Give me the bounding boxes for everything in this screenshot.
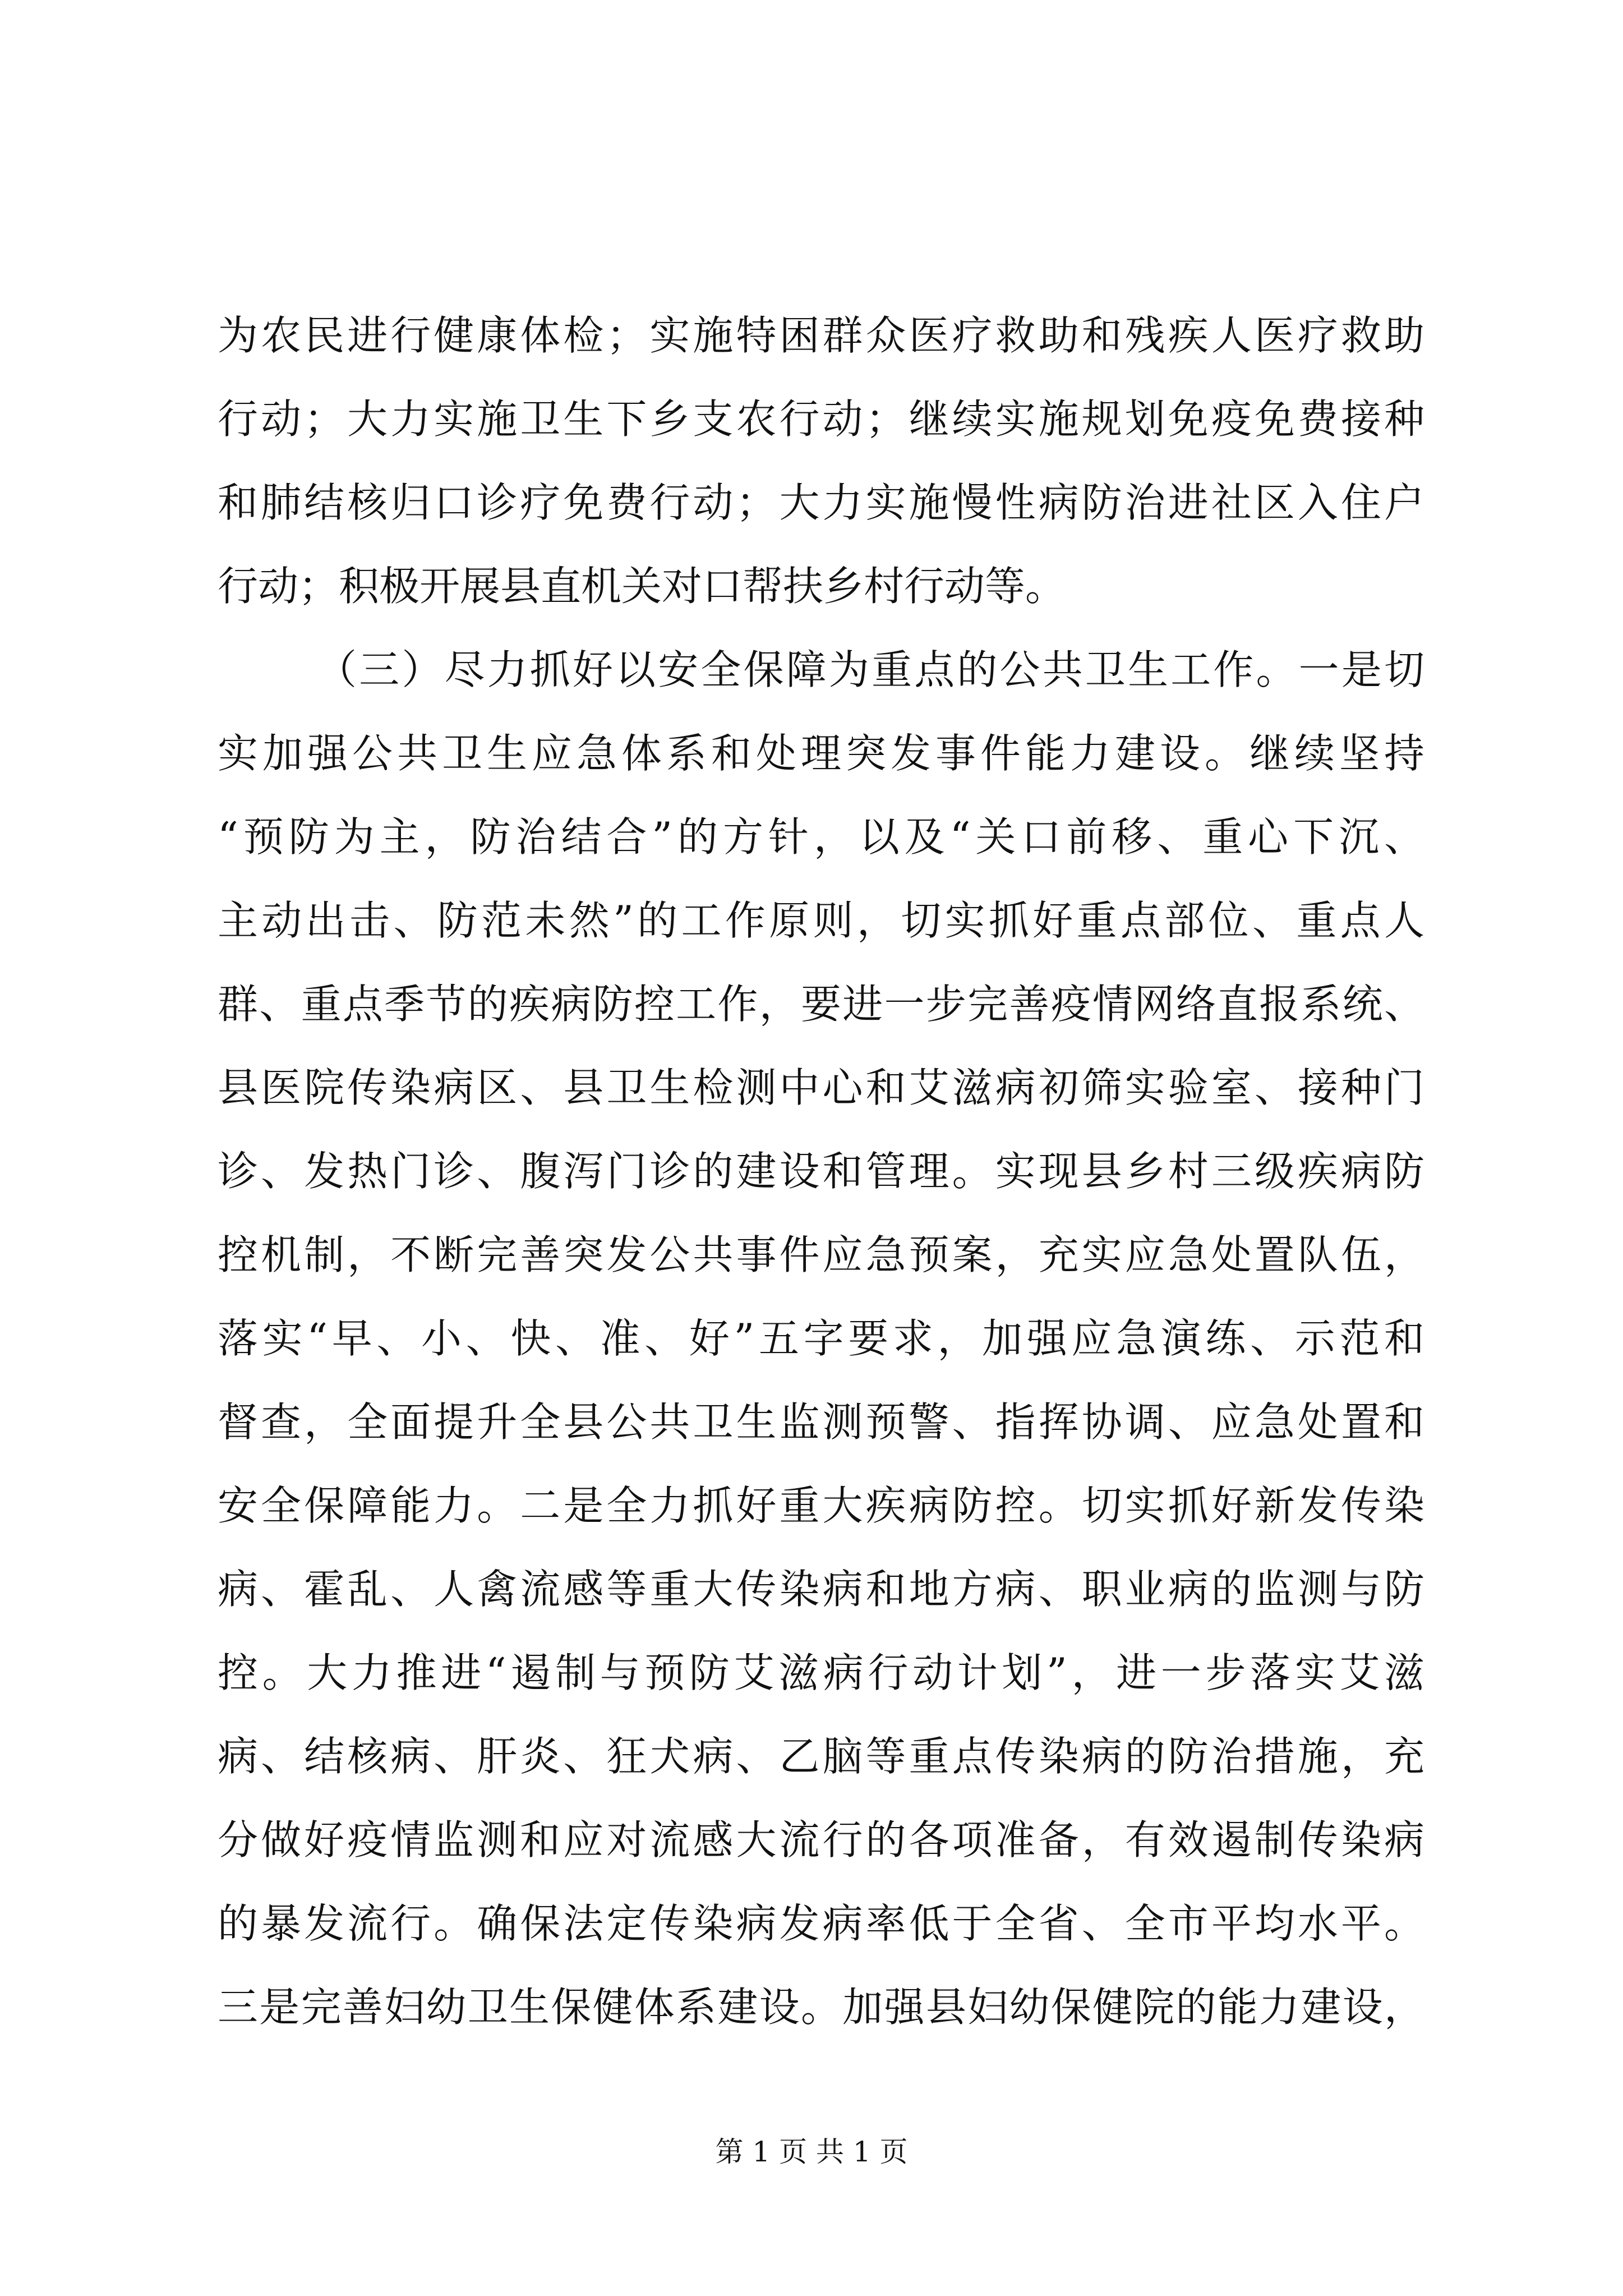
paragraph-heading-line: （三）尽力抓好以安全保障为重点的公共卫生工作。一是切 xyxy=(316,646,1424,693)
body-text-line: 主动出击、防范未然”的工作原则，切实抓好重点部位、重点人 xyxy=(218,897,1424,944)
body-text-line: 诊、发热门诊、腹泻门诊的建设和管理。实现县乡村三级疾病防 xyxy=(218,1148,1424,1195)
body-text-line: 实加强公共卫生应急体系和处理突发事件能力建设。继续坚持 xyxy=(218,730,1424,777)
body-text-line: 分做好疫情监测和应对流感大流行的各项准备，有效遏制传染病 xyxy=(218,1816,1424,1864)
body-text-line: 控机制，不断完善突发公共事件应急预案，充实应急处置队伍， xyxy=(218,1231,1424,1278)
body-text-line: 督查，全面提升全县公共卫生监测预警、指挥协调、应急处置和 xyxy=(218,1398,1424,1446)
page-number-footer: 第 1 页 共 1 页 xyxy=(715,2136,908,2168)
document-body xyxy=(218,294,1424,2049)
body-text-line: 控。大力推进“遏制与预防艾滋病行动计划”，进一步落实艾滋 xyxy=(218,1649,1424,1696)
body-text-line: 为农民进行健康体检；实施特困群众医疗救助和残疾人医疗救助 xyxy=(218,312,1424,359)
body-text-line: 群、重点季节的疾病防控工作，要进一步完善疫情网络直报系统、 xyxy=(218,981,1424,1028)
body-text-line: 的暴发流行。确保法定传染病发病率低于全省、全市平均水平。 xyxy=(218,1900,1424,1947)
body-text-line: 县医院传染病区、县卫生检测中心和艾滋病初筛实验室、接种门 xyxy=(218,1064,1424,1111)
body-text-line: 和肺结核归口诊疗免费行动；大力实施慢性病防治进社区入住户 xyxy=(218,479,1424,526)
body-text-line: 行动；积极开展县直机关对口帮扶乡村行动等。 xyxy=(218,563,1066,610)
body-text-line: 病、结核病、肝炎、狂犬病、乙脑等重点传染病的防治措施，充 xyxy=(218,1733,1424,1780)
body-text-line: “预防为主，防治结合”的方针，以及“关口前移、重心下沉、 xyxy=(218,813,1424,861)
body-text-line: 安全保障能力。二是全力抓好重大疾病防控。切实抓好新发传染 xyxy=(218,1482,1424,1529)
body-text-line: 三是完善妇幼卫生保健体系建设。加强县妇幼保健院的能力建设， xyxy=(218,1984,1424,2031)
body-text-line: 行动；大力实施卫生下乡支农行动；继续实施规划免疫免费接种 xyxy=(218,395,1424,443)
body-text-line: 病、霍乱、人禽流感等重大传染病和地方病、职业病的监测与防 xyxy=(218,1566,1424,1613)
body-text-line: 落实“早、小、快、准、好”五字要求，加强应急演练、示范和 xyxy=(218,1315,1424,1362)
